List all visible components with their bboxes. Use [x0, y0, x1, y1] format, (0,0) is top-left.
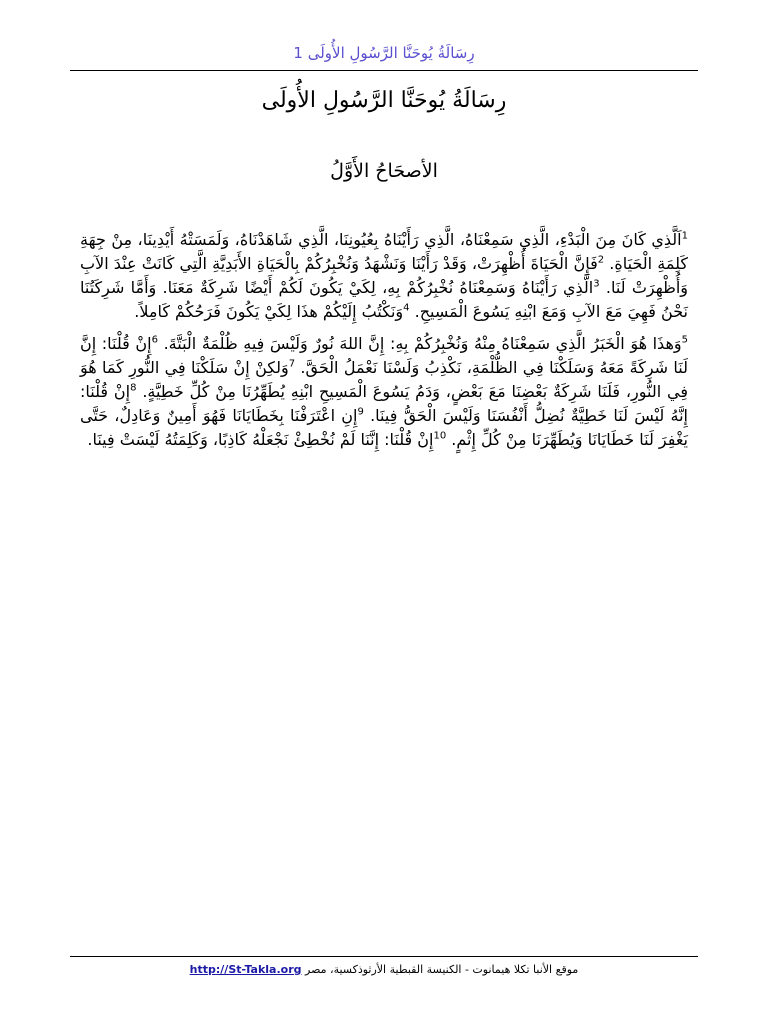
verse-4 [134, 302, 409, 321]
verse-text: وَلكِنْ إِنْ سَلَكْنَا فِي النُّورِ كَمَا هُوَ فِي النُّورِ، فَلَنَا شَرِكَةٌ بَعْضِنَا مَعَ بَعْضٍ، وَدَمُ يَسُوعَ الْمَسِيحِ ابْنِهِ يُطَهِّرُنَا مِنْ كُلِّ خَطِيَّةٍ. [80, 358, 688, 401]
verse-number: 3 [593, 278, 600, 290]
paragraph-2 [80, 332, 688, 452]
footer-text: موقع الأنبا تكلا هيمانوت - الكنيسة القبطية الأرثوذكسية، مصر [305, 963, 579, 976]
verse-number: 8 [130, 382, 137, 394]
site-link[interactable]: http://St-Takla.org [189, 963, 302, 976]
verse-text: الَّذِي رَأَيْنَاهُ وَسَمِعْنَاهُ نُخْبِرُكُمْ بِهِ، لِكَيْ يَكُونَ لَكُمْ أَيْضًا شَرِكَةٌ مَعَنَا. وَأَمَّا شَرِكَتُنَا نَحْنُ فَهِيَ مَعَ الآبِ وَمَعَ ابْنِهِ يَسُوعَ الْمَسِيحِ. [80, 278, 688, 321]
verse-text: إِنِ اعْتَرَفْنَا بِخَطَايَانَا فَهُوَ أَمِينٌ وَعَادِلٌ، حَتَّى يَغْفِرَ لَنَا خَطَايَانَا وَيُطَهِّرَنَا مِنْ كُلِّ إِثْمٍ. [80, 406, 688, 449]
verse-text: إِنْ قُلْنَا: إِنَّ لَنَا شَرِكَةً مَعَهُ وَسَلَكْنَا فِي الظُّلْمَةِ، نَكْذِبُ وَلَسْنَا نَعْمَلُ الْحَقَّ. [80, 334, 688, 377]
verse-number: 7 [288, 358, 296, 370]
running-header [70, 44, 698, 62]
body-text [80, 228, 688, 460]
verse-number: 1 [681, 230, 688, 242]
footer-divider [70, 956, 698, 957]
verse-text: إِنْ قُلْنَا: إِنَّنَا لَمْ نُخْطِئْ نَجْعَلْهُ كَاذِبًا، وَكَلِمَتُهُ لَيْسَتْ فِينَا. [87, 430, 434, 449]
paragraph-1 [80, 228, 688, 324]
verse-text: فَإِنَّ الْحَيَاةَ أُظْهِرَتْ، وَقَدْ رَأَيْنَا وَنَشْهَدُ وَنُخْبِرُكُمْ بِالْحَيَاةِ الأَبَدِيَّةِ الَّتِي كَانَتْ عِنْدَ الآبِ وَأُظْهِرَتْ لَنَا. [80, 254, 688, 297]
chapter-title: الأصحَاحُ الأَوَّلُ [330, 160, 438, 182]
verse-number: 5 [681, 334, 688, 346]
verse-text: إِنْ قُلْنَا: إِنَّهُ لَيْسَ لَنَا خَطِيَّةٌ نُضِلُّ أَنْفُسَنَا وَلَيْسَ الْحَقُّ فِينَا. [80, 382, 689, 425]
verse-number: 6 [151, 334, 158, 346]
verse-number: 9 [357, 406, 364, 418]
verse-number: 2 [597, 254, 605, 266]
verse-text: اَلَّذِي كَانَ مِنَ الْبَدْءِ، الَّذِي سَمِعْنَاهُ، الَّذِي رَأَيْنَاهُ بِعُيُونِنَا، الَّذِي شَاهَدْنَاهُ، وَلَمَسَتْهُ أَيْدِينَا، مِنْ جِهَةِ كَلِمَةِ الْحَيَاةِ. [80, 230, 688, 273]
verse-number: 4 [403, 302, 410, 314]
verse-text: وَهذَا هُوَ الْخَبَرُ الَّذِي سَمِعْنَاهُ مِنْهُ وَنُخْبِرُكُمْ بِهِ: إِنَّ اللهَ نُورٌ وَلَيْسَ فِيهِ ظُلْمَةٌ الْبَتَّةَ. [158, 334, 682, 353]
verse-text: وَنَكْتُبُ إِلَيْكُمْ هذَا لِكَيْ يَكُونَ فَرَحُكُمْ كَامِلاً. [134, 302, 404, 321]
header-divider [70, 70, 698, 71]
page-footer [70, 963, 698, 976]
verse-number: 10 [433, 430, 447, 442]
running-header-text: رِسَالَةُ يُوحَنَّا الرَّسُولِ الأُولَى 1 [293, 44, 475, 62]
verse-5 [158, 334, 688, 353]
book-title: رِسَالَةُ يُوحَنَّا الرَّسُولِ الأُولَى [261, 88, 507, 113]
verse-10 [87, 430, 446, 449]
